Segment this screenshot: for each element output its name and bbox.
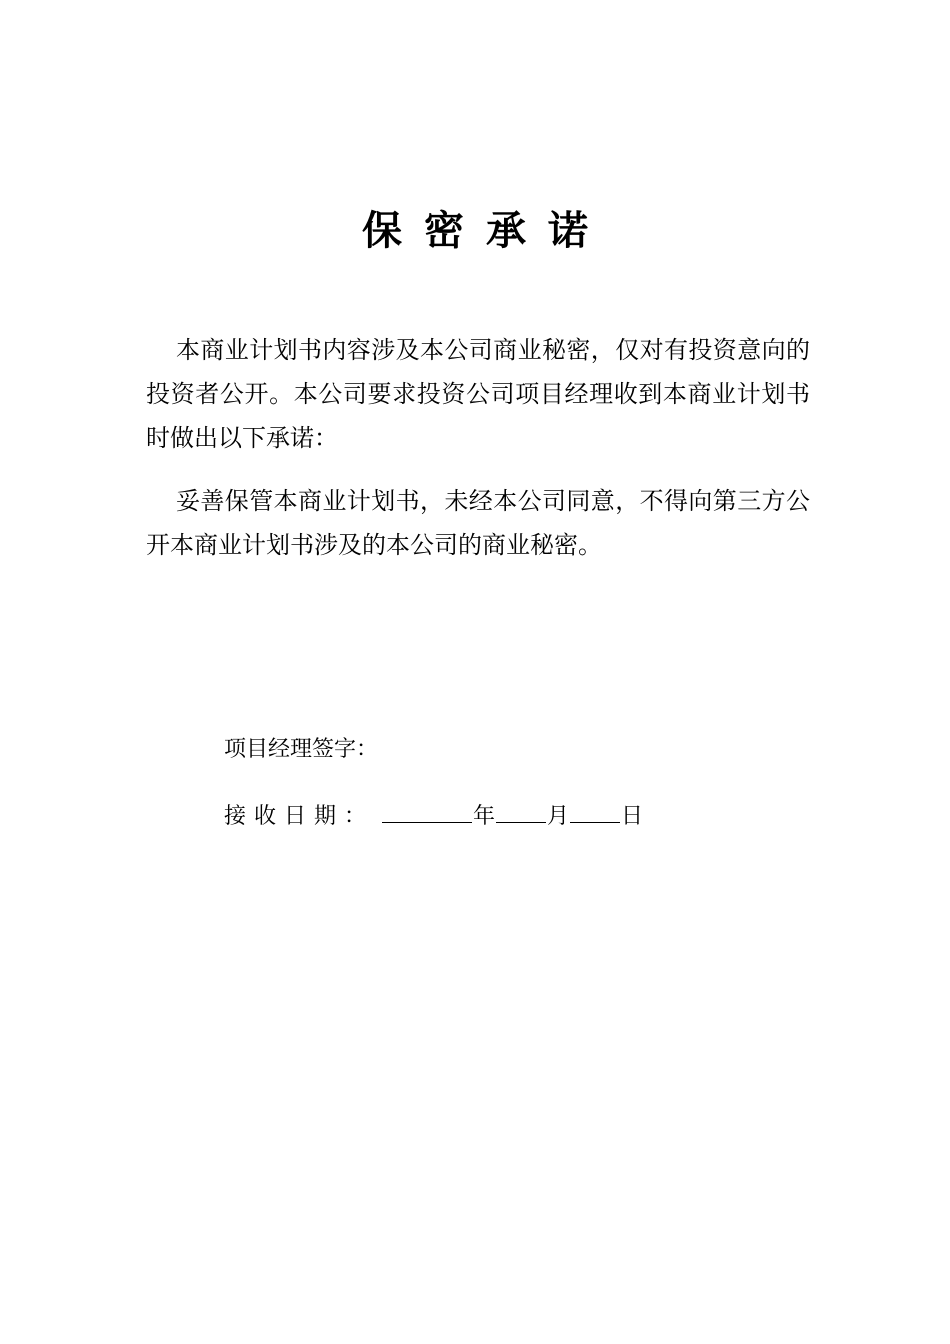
paragraph-commitment: 妥善保管本商业计划书，未经本公司同意，不得向第三方公开本商业计划书涉及的本公司的商业秘密。 xyxy=(146,487,810,559)
page-title: 保密承诺 xyxy=(362,207,610,254)
year-unit: 年 xyxy=(473,804,496,829)
signature-label: 项目经理签字： xyxy=(224,737,379,762)
day-blank[interactable] xyxy=(570,800,620,823)
signature-row xyxy=(224,734,378,766)
day-unit: 日 xyxy=(621,804,644,829)
date-label: 接收日期： xyxy=(224,804,375,829)
month-unit: 月 xyxy=(547,804,570,829)
month-blank[interactable] xyxy=(496,800,546,823)
paragraph-confidentiality-scope: 本商业计划书内容涉及本公司商业秘密，仅对有投资意向的投资者公开。本公司要求投资公司项目经理收到本商业计划书时做出以下承诺： xyxy=(146,336,810,452)
date-row xyxy=(224,800,643,833)
year-blank[interactable] xyxy=(382,800,472,823)
